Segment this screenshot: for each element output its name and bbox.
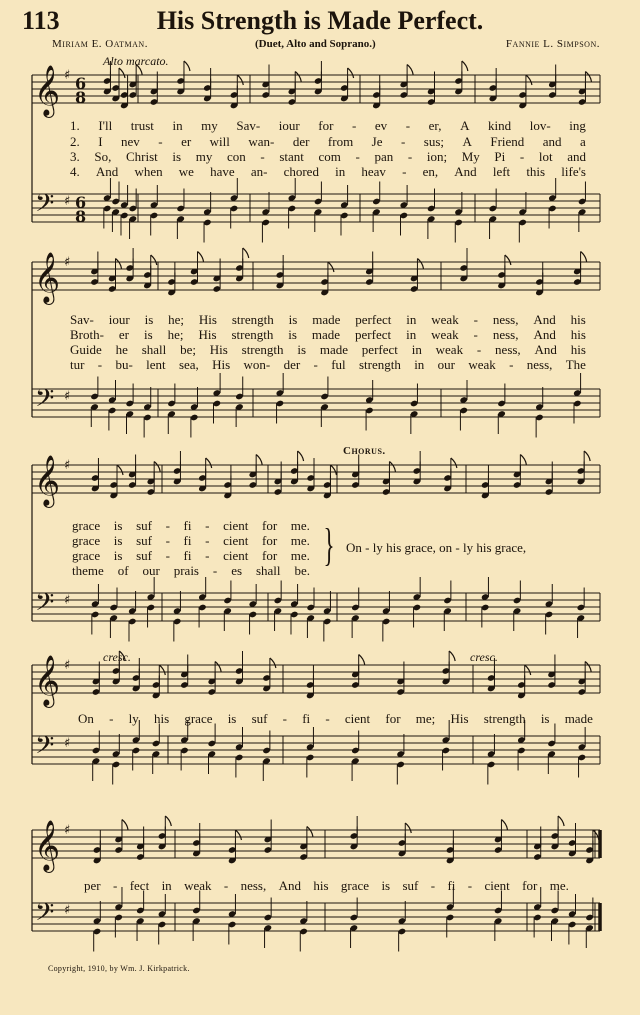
lyric-syllable: A	[460, 118, 470, 133]
lyric-syllable: nev	[121, 134, 140, 149]
lyric-syllable: -	[467, 878, 473, 893]
treble-clef: 𝄞	[34, 65, 61, 116]
lyric-syllable: Guide	[70, 342, 102, 357]
verse-4-line-3	[72, 563, 310, 579]
key-signature-sharp: ♯	[64, 823, 71, 838]
lyric-syllable: And	[95, 164, 119, 179]
key-signature-sharp: ♯	[64, 736, 71, 751]
time-signature-top: 6	[75, 74, 87, 93]
lyric-syllable: ness,	[495, 342, 521, 357]
lyric-syllable: his	[153, 711, 170, 726]
lyric-syllable: suf	[136, 548, 152, 563]
lyric-syllable: and	[567, 149, 586, 164]
note-flag	[584, 451, 590, 461]
lyricist-credit: Miriam E. Oatman.	[52, 38, 148, 50]
lyric-syllable: -	[165, 548, 170, 563]
lyric-syllable: Friend	[490, 134, 525, 149]
lyric-syllable: Christ	[125, 149, 158, 164]
note-flag	[449, 651, 455, 661]
lyric-syllable: strength	[231, 327, 274, 342]
note-flag	[520, 455, 526, 465]
verse-2-line-3	[72, 533, 310, 549]
note-flag	[501, 820, 507, 830]
verse-2-line-1	[70, 134, 586, 149]
treble-clef: 𝄞	[34, 455, 61, 506]
lyric-syllable: his	[313, 878, 329, 893]
note-flag	[525, 665, 531, 675]
verse-1-line-1	[70, 118, 586, 133]
lyric-syllable: in	[414, 357, 425, 372]
lyric-syllable: sus;	[423, 134, 445, 149]
key-signature-sharp: ♯	[64, 389, 71, 404]
lyric-syllable: we	[178, 164, 194, 179]
lyric-syllable: -	[509, 357, 514, 372]
lyric-syllable: -	[473, 312, 478, 327]
lyric-syllable: he;	[168, 312, 185, 327]
lyric-syllable: And	[533, 327, 556, 342]
lyric-syllable: 1.	[70, 118, 80, 133]
verse-1-line-2	[70, 312, 586, 327]
lyric-syllable: fi	[302, 711, 311, 726]
lyric-syllable: weak	[431, 327, 459, 342]
lyric-syllable: -	[476, 342, 482, 357]
note-flag	[462, 61, 468, 71]
lyric-syllable: prais	[173, 563, 199, 578]
lyric-syllable: suf	[136, 518, 152, 533]
verse-4-line-2	[70, 357, 586, 372]
chorus-line-3	[84, 878, 569, 893]
lyric-syllable: in	[172, 118, 183, 133]
lyric-syllable: shall	[255, 563, 281, 578]
lyric-syllable: My	[461, 149, 480, 164]
crescendo-marking-2: cresc.	[470, 650, 498, 664]
lyric-syllable: fi	[183, 518, 192, 533]
verse-1-line-3	[72, 518, 310, 534]
lyric-syllable: The	[565, 357, 586, 372]
lyric-syllable: his	[570, 342, 586, 357]
lyric-syllable: for	[385, 711, 401, 726]
lyric-syllable: suf	[402, 878, 419, 893]
note-flag	[117, 465, 123, 475]
lyric-syllable: Broth-	[70, 327, 104, 342]
lyric-syllable: perfect	[355, 327, 392, 342]
key-signature-sharp: ♯	[64, 593, 71, 608]
lyric-syllable: -	[212, 563, 218, 578]
key-signature-sharp: ♯	[64, 255, 71, 270]
lyric-syllable: theme	[72, 563, 104, 578]
lyric-syllable: And	[278, 878, 301, 893]
lyric-syllable: iour	[108, 312, 130, 327]
lyric-syllable: lov-	[529, 118, 551, 133]
lyric-syllable: -	[223, 878, 229, 893]
note-flag	[122, 820, 128, 830]
lyric-syllable: Sav-	[236, 118, 261, 133]
lyric-syllable: when	[134, 164, 163, 179]
lyric-syllable: -	[430, 878, 436, 893]
note-flag	[115, 259, 121, 269]
lyric-syllable: shall	[141, 342, 167, 357]
note-flag	[298, 451, 304, 461]
lyric-syllable: -	[205, 548, 210, 563]
lyric-syllable: grace	[72, 533, 101, 548]
lyric-syllable: strength	[358, 357, 401, 372]
lyric-syllable: com	[318, 149, 341, 164]
lyric-syllable: our	[437, 357, 455, 372]
lyric-syllable: will	[209, 134, 230, 149]
lyric-syllable: stant	[279, 149, 304, 164]
lyric-syllable: -	[282, 711, 287, 726]
lyric-syllable: -	[400, 134, 406, 149]
lyric-syllable: me.	[290, 548, 310, 563]
lyric-syllable: trust	[130, 118, 154, 133]
lyric-syllable: is	[297, 342, 307, 357]
lyric-syllable: cient	[223, 533, 249, 548]
note-flag	[359, 655, 365, 665]
chorus-line-2	[78, 711, 593, 726]
lyric-syllable: -	[352, 118, 357, 133]
lyric-syllable: Pi	[494, 149, 506, 164]
lyric-syllable: a	[580, 134, 586, 149]
lyric-syllable: have	[210, 164, 235, 179]
performance-note: (Duet, Alto and Soprano.)	[255, 38, 376, 50]
lyric-syllable: A	[462, 134, 472, 149]
lyric-syllable: grace	[72, 548, 101, 563]
lyric-syllable: in	[406, 312, 417, 327]
lyric-syllable: is	[172, 149, 182, 164]
verse-brace: }	[323, 519, 335, 570]
note-flag	[405, 823, 411, 833]
lyric-syllable: weak	[468, 357, 496, 372]
lyric-syllable: His	[198, 312, 217, 327]
lyric-syllable: lent	[146, 357, 166, 372]
lyric-syllable: strength	[241, 342, 284, 357]
time-signature-bottom: 8	[75, 88, 87, 107]
note-flag	[558, 816, 564, 826]
lyric-syllable: left	[492, 164, 511, 179]
verse-2-line-2	[70, 327, 586, 342]
lyric-syllable: won-	[243, 357, 271, 372]
lyric-syllable: His	[450, 711, 469, 726]
lyric-syllable: me;	[415, 711, 436, 726]
lyric-syllable: -	[205, 533, 210, 548]
lyric-syllable: ness,	[526, 357, 553, 372]
lyric-syllable: he	[115, 342, 128, 357]
lyric-syllable: is	[144, 312, 154, 327]
lyric-syllable: is	[113, 533, 123, 548]
note-flag	[407, 65, 413, 75]
note-flag	[581, 252, 587, 262]
lyric-syllable: ness,	[492, 327, 519, 342]
lyric-syllable: His	[209, 342, 228, 357]
lyric-syllable: me.	[549, 878, 569, 893]
lyric-syllable: sea,	[178, 357, 199, 372]
lyric-syllable: -	[165, 518, 170, 533]
note-flag	[119, 68, 125, 78]
lyric-syllable: So,	[94, 149, 112, 164]
lyric-syllable: perfect	[361, 342, 398, 357]
lyric-syllable: chored	[283, 164, 319, 179]
key-signature-sharp: ♯	[64, 458, 71, 473]
verse-3-line-2	[70, 342, 586, 357]
lyric-syllable: fi	[183, 548, 192, 563]
lyric-syllable: con	[226, 149, 246, 164]
lyric-syllable: -	[473, 327, 478, 342]
lyric-syllable: fi	[447, 878, 456, 893]
hymn-title: His Strength is Made Perfect.	[156, 6, 484, 35]
lyric-syllable: cient	[223, 518, 249, 533]
lyric-syllable: suf	[251, 711, 268, 726]
lyric-syllable: made	[311, 327, 341, 342]
lyric-syllable: er	[181, 134, 192, 149]
lyric-syllable: made	[564, 711, 593, 726]
lyric-syllable: 3.	[70, 149, 80, 164]
lyric-syllable: per	[84, 878, 101, 893]
lyric-syllable: for	[261, 533, 278, 548]
lyric-syllable: for	[522, 878, 538, 893]
lyric-syllable: in	[411, 342, 422, 357]
lyric-syllable: my	[195, 149, 213, 164]
lyric-syllable: er	[118, 327, 130, 342]
bass-clef: 𝄢	[35, 384, 55, 419]
lyric-syllable: from	[327, 134, 354, 149]
time-signature-top: 6	[75, 193, 87, 212]
lyric-syllable: our	[142, 563, 160, 578]
note-flag	[451, 458, 457, 468]
lyric-syllable: is	[288, 312, 298, 327]
note-flag	[348, 68, 354, 78]
lyric-syllable: iour	[278, 118, 300, 133]
note-flag	[165, 816, 171, 826]
lyric-syllable: in	[335, 164, 346, 179]
note-flag	[206, 458, 212, 468]
lyric-syllable: pan	[374, 149, 394, 164]
verse-3-line-1	[70, 149, 586, 164]
lyric-syllable: tur	[70, 357, 85, 372]
key-signature-sharp: ♯	[64, 194, 71, 209]
lyric-syllable: an-	[250, 164, 268, 179]
lyric-syllable: -	[325, 711, 330, 726]
lyric-syllable: is	[288, 327, 297, 342]
lyric-syllable: I	[98, 134, 103, 149]
verse-4-line-1	[70, 164, 586, 179]
lyric-syllable: for	[318, 118, 334, 133]
lyric-syllable: for	[261, 548, 278, 563]
lyric-syllable: And	[534, 342, 557, 357]
lyric-syllable: -	[405, 118, 411, 133]
note-flag	[243, 248, 249, 258]
lyric-syllable: this	[526, 164, 546, 179]
lyric-syllable: es	[231, 563, 243, 578]
lyric-syllable: bu-	[115, 357, 133, 372]
lyric-syllable: his	[570, 327, 586, 342]
lyric-syllable: cient	[223, 548, 249, 563]
lyric-syllable: is	[113, 518, 123, 533]
lyric-syllable: er,	[428, 118, 442, 133]
note-flag	[184, 61, 190, 71]
lyric-syllable: suf	[136, 533, 152, 548]
lyric-syllable: fi	[183, 533, 192, 548]
lyric-syllable: heav	[361, 164, 386, 179]
treble-clef: 𝄞	[34, 655, 61, 706]
chorus-refrain-line-1: On - ly his grace, on - ly his grace,	[346, 540, 527, 555]
lyric-syllable: weak	[184, 878, 212, 893]
bass-clef: 𝄢	[35, 189, 55, 224]
hymn-number: 113	[22, 6, 60, 35]
note-flag	[237, 75, 243, 85]
crescendo-marking-1: cresc.	[103, 650, 131, 664]
note-flag	[154, 462, 160, 472]
note-flag	[215, 662, 221, 672]
lyric-syllable: be.	[294, 563, 310, 578]
lyric-syllable: life's	[561, 164, 586, 179]
lyric-syllable: ly	[128, 711, 139, 726]
lyric-syllable: -	[519, 149, 525, 164]
lyric-syllable: And	[454, 164, 477, 179]
lyric-syllable: -	[355, 149, 360, 164]
note-flag	[505, 255, 511, 265]
key-signature-sharp: ♯	[64, 658, 71, 673]
lyric-syllable: -	[402, 164, 407, 179]
composer-credit: Fannie L. Simpson.	[505, 38, 600, 50]
lyric-syllable: en,	[422, 164, 439, 179]
lyric-syllable: kind	[488, 118, 512, 133]
note-flag	[151, 255, 157, 265]
lyric-syllable: in	[406, 327, 417, 342]
note-flag	[585, 72, 591, 82]
lyric-syllable: perfect	[355, 312, 392, 327]
lyric-syllable: 2.	[70, 134, 80, 149]
lyric-syllable: And	[533, 312, 556, 327]
lyric-syllable: is	[113, 548, 123, 563]
lyric-syllable: ion;	[426, 149, 448, 164]
lyric-syllable: grace	[72, 518, 101, 533]
lyric-syllable: ev	[374, 118, 388, 133]
lyric-syllable: I'll	[98, 118, 113, 133]
lyric-syllable: ful	[331, 357, 346, 372]
lyric-syllable: -	[260, 149, 265, 164]
lyric-syllable: -	[112, 878, 118, 893]
lyric-syllable: grace	[340, 878, 370, 893]
note-flag	[585, 662, 591, 672]
note-flag	[417, 259, 423, 269]
lyric-syllable: of	[117, 563, 129, 578]
lyric-syllable: lot	[538, 149, 553, 164]
lyric-syllable: he;	[167, 327, 184, 342]
note-flag	[235, 830, 241, 840]
key-signature-sharp: ♯	[64, 68, 71, 83]
lyric-syllable: ing	[569, 118, 586, 133]
bass-clef: 𝄢	[35, 731, 55, 766]
note-flag	[270, 658, 276, 668]
chorus-label: Chorus.	[343, 445, 386, 457]
lyric-syllable: weak	[435, 342, 464, 357]
lyric-syllable: -	[205, 518, 210, 533]
lyric-syllable: fect	[129, 878, 150, 893]
lyric-syllable: ness,	[492, 312, 519, 327]
lyric-syllable: cient	[344, 711, 371, 726]
lyric-syllable: strength	[231, 312, 274, 327]
lyric-syllable: strength	[483, 711, 526, 726]
key-signature-sharp: ♯	[64, 903, 71, 918]
lyric-syllable: my	[201, 118, 218, 133]
verse-3-line-3	[72, 548, 310, 564]
note-flag	[330, 465, 336, 475]
lyric-syllable: wan-	[248, 134, 275, 149]
lyric-syllable: -	[313, 357, 318, 372]
bass-clef: 𝄢	[35, 588, 55, 623]
lyric-syllable: is	[540, 711, 550, 726]
lyric-syllable: His	[198, 327, 217, 342]
lyric-syllable: is	[381, 878, 391, 893]
note-flag	[526, 75, 532, 85]
lyric-syllable: in	[161, 878, 172, 893]
note-flag	[159, 665, 165, 675]
lyric-syllable: 4.	[70, 164, 80, 179]
note-flag	[389, 462, 395, 472]
lyric-syllable: is	[227, 711, 237, 726]
lyric-syllable: grace	[184, 711, 213, 726]
lyric-syllable: -	[158, 134, 163, 149]
lyric-syllable: His	[212, 357, 231, 372]
lyric-syllable: ness,	[240, 878, 267, 893]
treble-clef: 𝄞	[34, 820, 61, 871]
bass-clef: 𝄢	[35, 898, 55, 933]
note-flag	[593, 830, 599, 840]
lyric-syllable: der	[283, 357, 301, 372]
lyric-syllable: der	[292, 134, 310, 149]
note-flag	[256, 455, 262, 465]
lyric-syllable: -	[165, 533, 170, 548]
lyric-syllable: weak	[431, 312, 459, 327]
lyric-syllable: is	[143, 327, 153, 342]
time-signature-bottom: 8	[75, 207, 87, 226]
tempo-marking: Alto marcato.	[103, 54, 169, 68]
lyric-syllable: be;	[180, 342, 196, 357]
treble-clef: 𝄞	[34, 252, 61, 303]
lyric-syllable: me.	[290, 518, 310, 533]
lyric-syllable: cient	[484, 878, 510, 893]
note-flag	[328, 262, 334, 272]
note-flag	[295, 72, 301, 82]
lyric-syllable: Sav-	[70, 312, 94, 327]
lyric-syllable: -	[97, 357, 103, 372]
lyric-syllable: made	[319, 342, 348, 357]
lyric-syllable: his	[570, 312, 586, 327]
lyric-syllable: and	[542, 134, 562, 149]
lyric-syllable: -	[407, 149, 413, 164]
lyric-syllable: -	[109, 711, 114, 726]
note-flag	[307, 827, 313, 837]
copyright-notice: Copyright, 1910, by Wm. J. Kirkpatrick.	[48, 964, 190, 973]
lyric-syllable: made	[312, 312, 341, 327]
lyric-syllable: On	[78, 711, 94, 726]
lyric-syllable: me.	[290, 533, 310, 548]
note-flag	[197, 252, 203, 262]
lyric-syllable: Je	[371, 134, 383, 149]
lyric-syllable: for	[261, 518, 278, 533]
